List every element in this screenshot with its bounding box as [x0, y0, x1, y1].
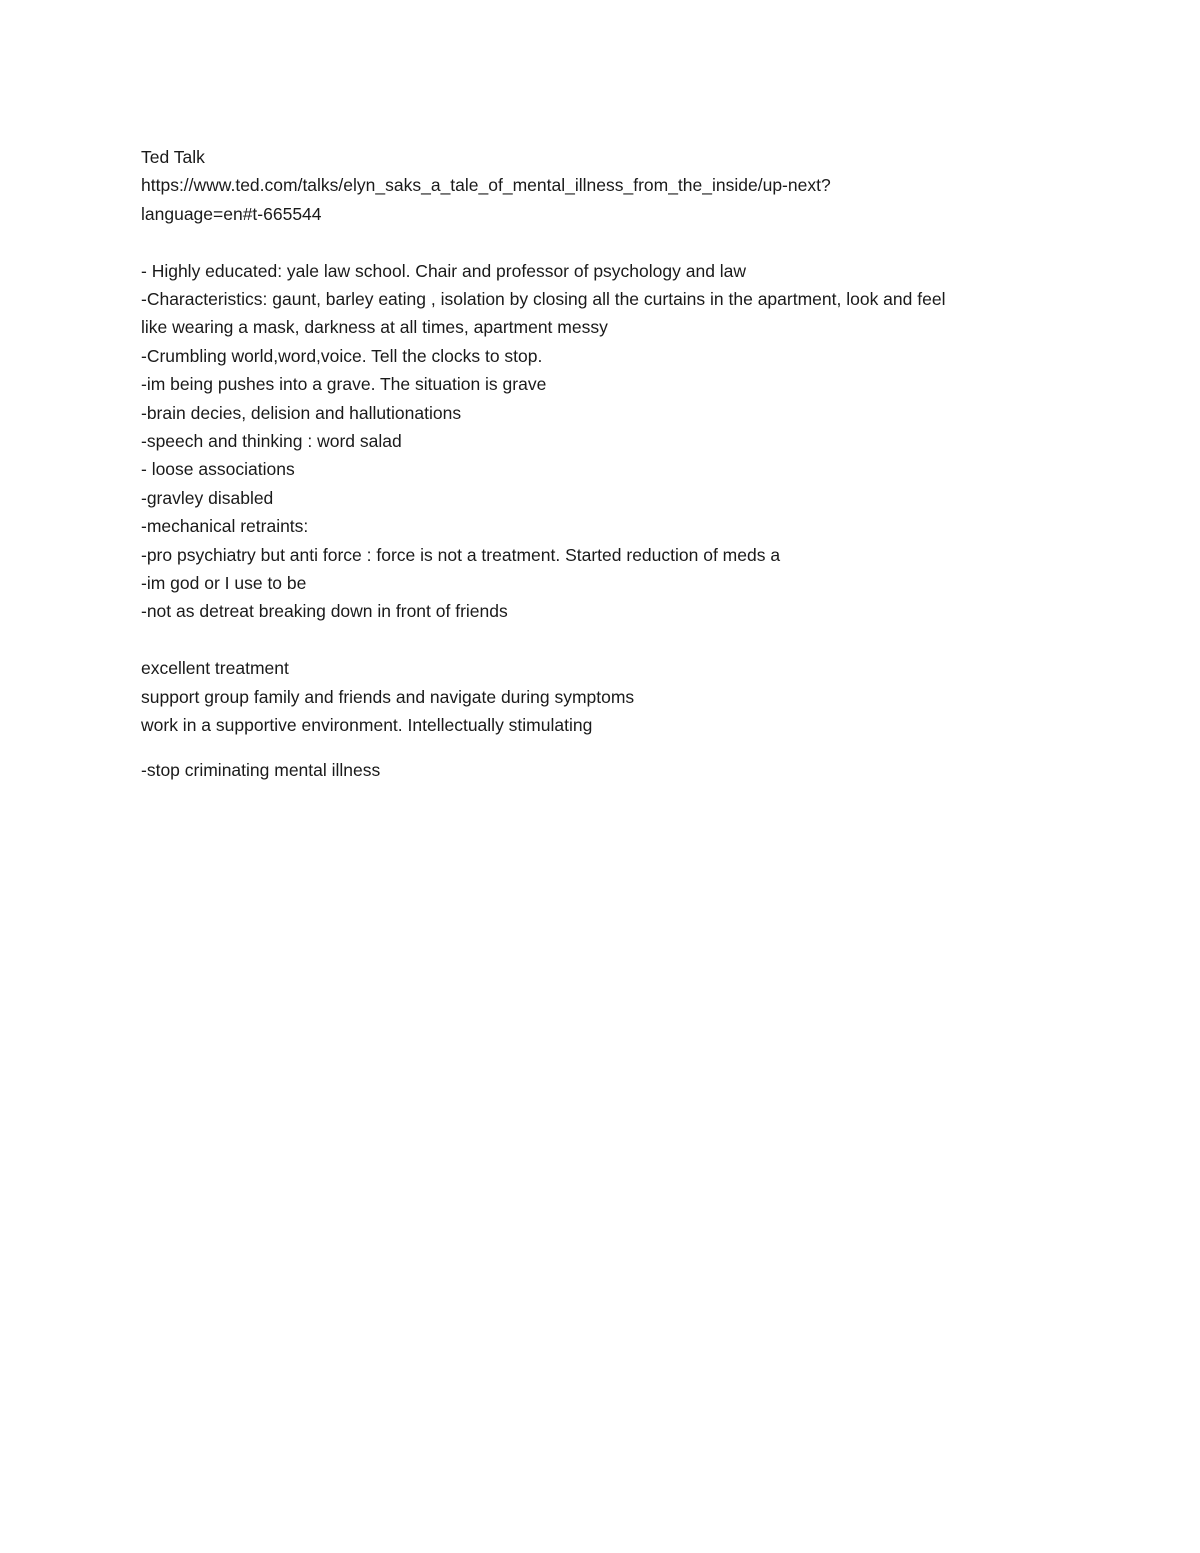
- treatment-line: work in a supportive environment. Intellectually stimulating: [141, 715, 593, 736]
- note-line: -pro psychiatry but anti force : force is not a treatment. Started reduction of meds a: [141, 544, 781, 565]
- note-line: - Highly educated: yale law school. Chair and professor of psychology and law: [141, 260, 747, 281]
- note-line: -not as detreat breaking down in front of friends: [141, 601, 508, 622]
- treatment-line: support group family and friends and navigate during symptoms: [141, 686, 635, 707]
- note-line: -im god or I use to be: [141, 573, 307, 594]
- document-body: [141, 143, 1081, 784]
- note-line: -speech and thinking : word salad: [141, 431, 402, 452]
- treatment-line: excellent treatment: [141, 658, 289, 679]
- note-line: -brain decies, delision and hallutionations: [141, 402, 462, 423]
- closing-line: -stop criminating mental illness: [141, 759, 381, 780]
- note-line: -Characteristics: gaunt, barley eating , isolation by closing all the curtains in the apartment, look and feel: [141, 289, 946, 310]
- note-line: -im being pushes into a grave. The situation is grave: [141, 374, 547, 395]
- spacer: [141, 228, 1081, 256]
- note-line: -gravley disabled: [141, 487, 274, 508]
- note-line: -Crumbling world,word,voice. Tell the clocks to stop.: [141, 345, 543, 366]
- document-title: Ted Talk: [141, 147, 205, 167]
- note-line: -mechanical retraints:: [141, 516, 309, 537]
- url-line-1: https://www.ted.com/talks/elyn_saks_a_tale_of_mental_illness_from_the_inside/up-next?: [141, 175, 831, 196]
- spacer: [141, 626, 1081, 654]
- url-line-2: language=en#t-665544: [141, 203, 322, 224]
- note-line: like wearing a mask, darkness at all times, apartment messy: [141, 317, 608, 338]
- note-line: - loose associations: [141, 459, 295, 480]
- spacer: [141, 740, 1081, 756]
